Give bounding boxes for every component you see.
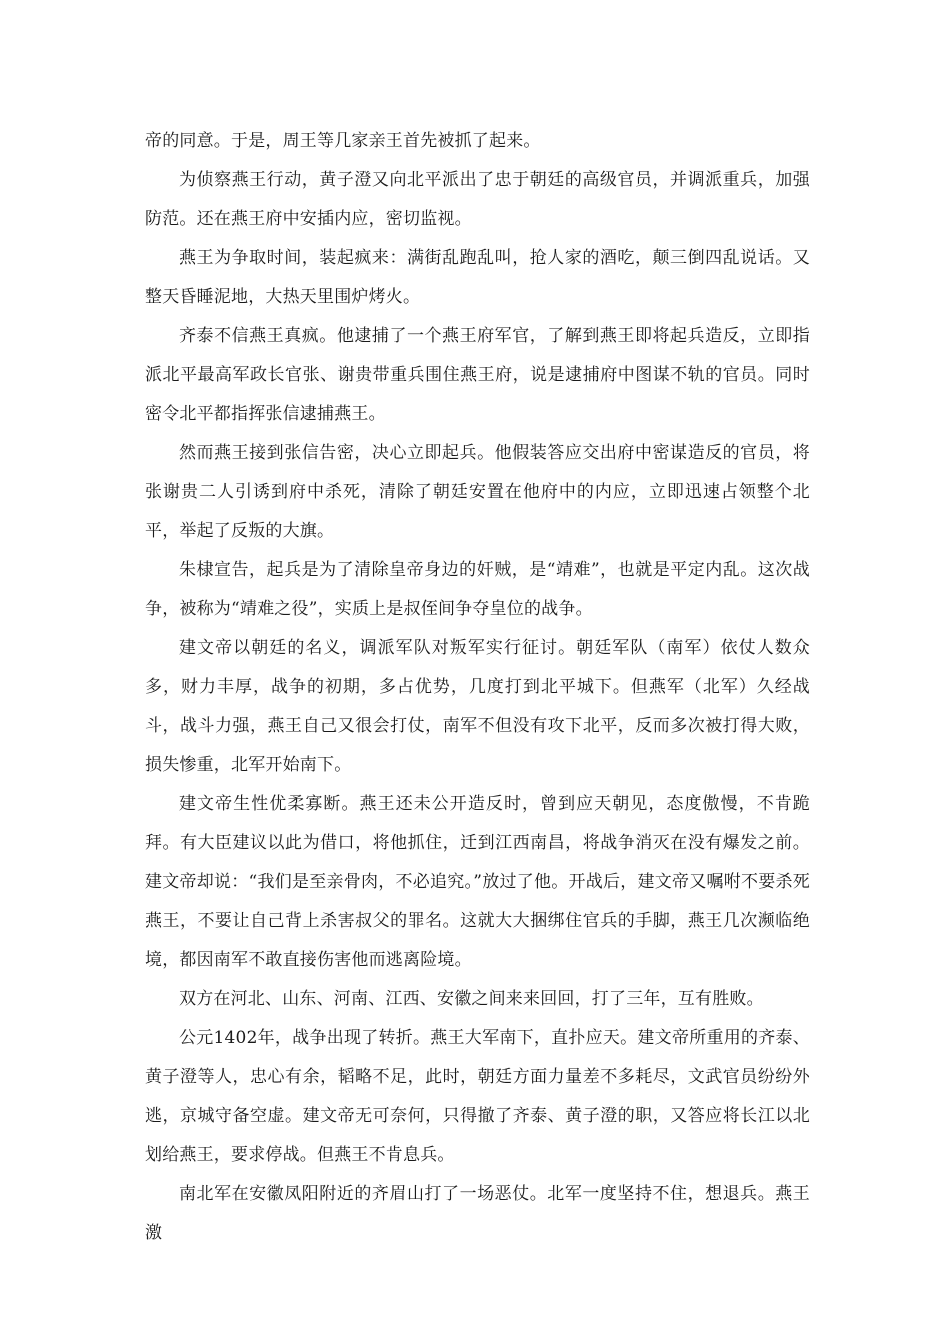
paragraph-1: 帝的同意。于是，周王等几家亲王首先被抓了起来。 bbox=[145, 131, 541, 151]
paragraph-2: 为侦察燕王行动，黄子澄又向北平派出了忠于朝廷的高级官员，并调派重兵，加强防范。还在燕王府中安插内应，密切监视。 bbox=[145, 170, 810, 229]
paragraph-8: 建文帝生性优柔寡断。燕王还未公开造反时，曾到应天朝见，态度傲慢，不肯跪拜。有大臣建议以此为借口，将他抓住，迁到江西南昌，将战争消灭在没有爆发之前。建文帝却说：“我们是至亲骨肉，不必追究。”放过了他。开战后，建文帝又嘱咐不要杀死燕王，不要让自己背上杀害叔父的罪名。这就大大捆绑住官兵的手脚，燕王几次濒临绝境，都因南军不敢直接伤害他而逃离险境。 bbox=[145, 794, 810, 970]
paragraph-11: 南北军在安徽凤阳附近的齐眉山打了一场恶仗。北军一度坚持不住，想退兵。燕王激 bbox=[145, 1184, 810, 1243]
paragraph-10: 公元1402年，战争出现了转折。燕王大军南下，直扑应天。建文帝所重用的齐泰、黄子澄等人，忠心有余，韬略不足，此时，朝廷方面力量差不多耗尽，文武官员纷纷外逃，京城守备空虚。建文帝无可奈何，只得撤了齐泰、黄子澄的职，又答应将长江以北划给燕王，要求停战。但燕王不肯息兵。 bbox=[145, 1028, 810, 1165]
paragraph-5: 然而燕王接到张信告密，决心立即起兵。他假装答应交出府中密谋造反的官员，将张谢贵二人引诱到府中杀死，清除了朝廷安置在他府中的内应，立即迅速占领整个北平，举起了反叛的大旗。 bbox=[145, 443, 810, 541]
paragraph-4: 齐泰不信燕王真疯。他逮捕了一个燕王府军官，了解到燕王即将起兵造反，立即指派北平最高军政长官张、谢贵带重兵围住燕王府，说是逮捕府中图谋不轨的官员。同时密令北平都指挥张信逮捕燕王。 bbox=[145, 326, 810, 424]
paragraph-3: 燕王为争取时间，装起疯来：满街乱跑乱叫，抢人家的酒吃，颠三倒四乱说话。又整天昏睡泥地，大热天里围炉烤火。 bbox=[145, 248, 810, 307]
paragraph-7: 建文帝以朝廷的名义，调派军队对叛军实行征讨。朝廷军队（南军）依仗人数众多，财力丰厚，战争的初期，多占优势，几度打到北平城下。但燕军（北军）久经战斗，战斗力强，燕王自己又很会打仗，南军不但没有攻下北平，反而多次被打得大败，损失惨重，北军开始南下。 bbox=[145, 638, 810, 775]
document-body bbox=[145, 122, 810, 1253]
paragraph-6: 朱棣宣告，起兵是为了清除皇帝身边的奸贼，是“靖难”，也就是平定内乱。这次战争，被称为“靖难之役”，实质上是叔侄间争夺皇位的战争。 bbox=[145, 560, 810, 619]
paragraph-9: 双方在河北、山东、河南、江西、安徽之间来来回回，打了三年，互有胜败。 bbox=[179, 989, 764, 1009]
